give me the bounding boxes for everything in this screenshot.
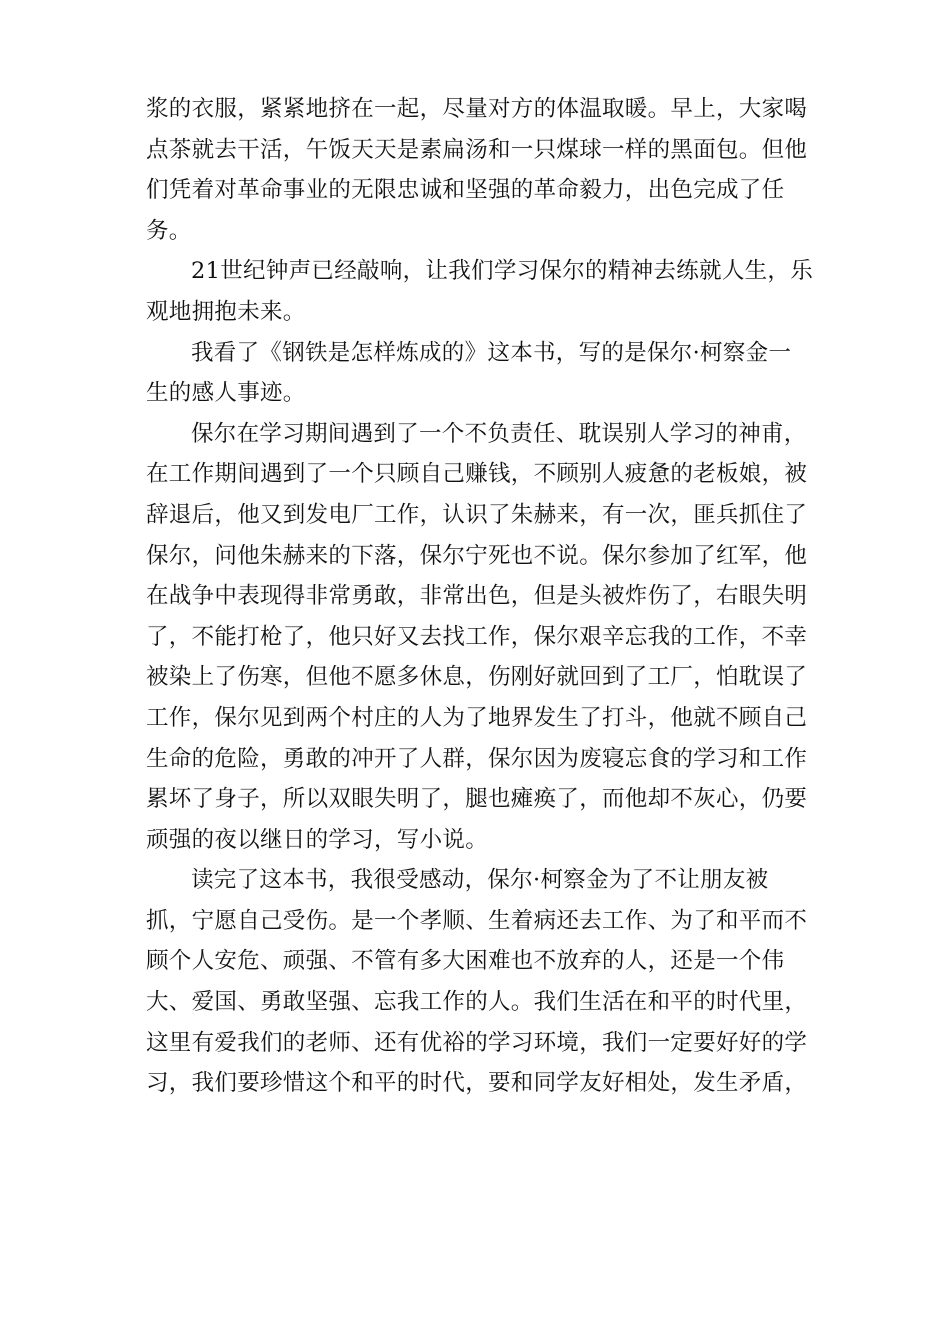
text-line: 生命的危险，勇敢的冲开了人群，保尔因为废寝忘食的学习和工作 — [146, 745, 808, 772]
paragraph-first-line: 21世纪钟声已经敲响，让我们学习保尔的精神去练就人生，乐 — [191, 258, 814, 285]
text-line: 保尔，问他朱赫来的下落，保尔宁死也不说。保尔参加了红军，他 — [146, 542, 808, 569]
paragraph-first-line: 我看了《钢铁是怎样炼成的》这本书，写的是保尔·柯察金一 — [191, 339, 792, 366]
text-line: 在工作期间遇到了一个只顾自己赚钱，不顾别人疲惫的老板娘，被 — [146, 461, 808, 488]
text-line: 点茶就去干活，午饭天天是素扁汤和一只煤球一样的黑面包。但他 — [146, 136, 808, 163]
text-line: 观地拥抱未来。 — [146, 298, 306, 325]
text-line: 大、爱国、勇敢坚强、忘我工作的人。我们生活在和平的时代里， — [146, 989, 808, 1016]
text-line: 累坏了身子，所以双眼失明了，腿也瘫痪了，而他却不灰心，仍要 — [146, 786, 808, 813]
text-line: 顽强的夜以继日的学习，写小说。 — [146, 826, 489, 853]
text-line: 在战争中表现得非常勇敢，非常出色，但是头被炸伤了，右眼失明 — [146, 583, 808, 610]
paragraph-first-line: 读完了这本书，我很受感动，保尔·柯察金为了不让朋友被 — [191, 867, 769, 894]
text-line: 浆的衣服，紧紧地挤在一起，尽量对方的体温取暖。早上，大家喝 — [146, 96, 808, 122]
text-line: 这里有爱我们的老师、还有优裕的学习环境，我们一定要好好的学 — [146, 1029, 808, 1056]
text-line: 抓，宁愿自己受伤。是一个孝顺、生着病还去工作、为了和平而不 — [146, 907, 808, 934]
text-line: 务。 — [146, 217, 192, 244]
text-line: 习，我们要珍惜这个和平的时代，要和同学友好相处，发生矛盾， — [146, 1070, 808, 1097]
text-line: 了，不能打枪了，他只好又去找工作，保尔艰辛忘我的工作，不幸 — [146, 623, 808, 650]
text-line: 顾个人安危、顽强、不管有多大困难也不放弃的人，还是一个伟 — [146, 948, 785, 975]
body-text — [146, 89, 814, 1104]
text-line: 们凭着对革命事业的无限忠诚和坚强的革命毅力，出色完成了任 — [146, 177, 785, 204]
text-line: 生的感人事迹。 — [146, 380, 306, 407]
text-line: 辞退后，他又到发电厂工作，认识了朱赫来，有一次，匪兵抓住了 — [146, 501, 808, 528]
paragraph-first-line: 保尔在学习期间遇到了一个不负责任、耽误别人学习的神甫， — [191, 420, 807, 447]
text-line: 被染上了伤寒，但他不愿多休息，伤刚好就回到了工厂，怕耽误了 — [146, 664, 808, 691]
text-line: 工作，保尔见到两个村庄的人为了地界发生了打斗，他就不顾自己 — [146, 704, 808, 731]
